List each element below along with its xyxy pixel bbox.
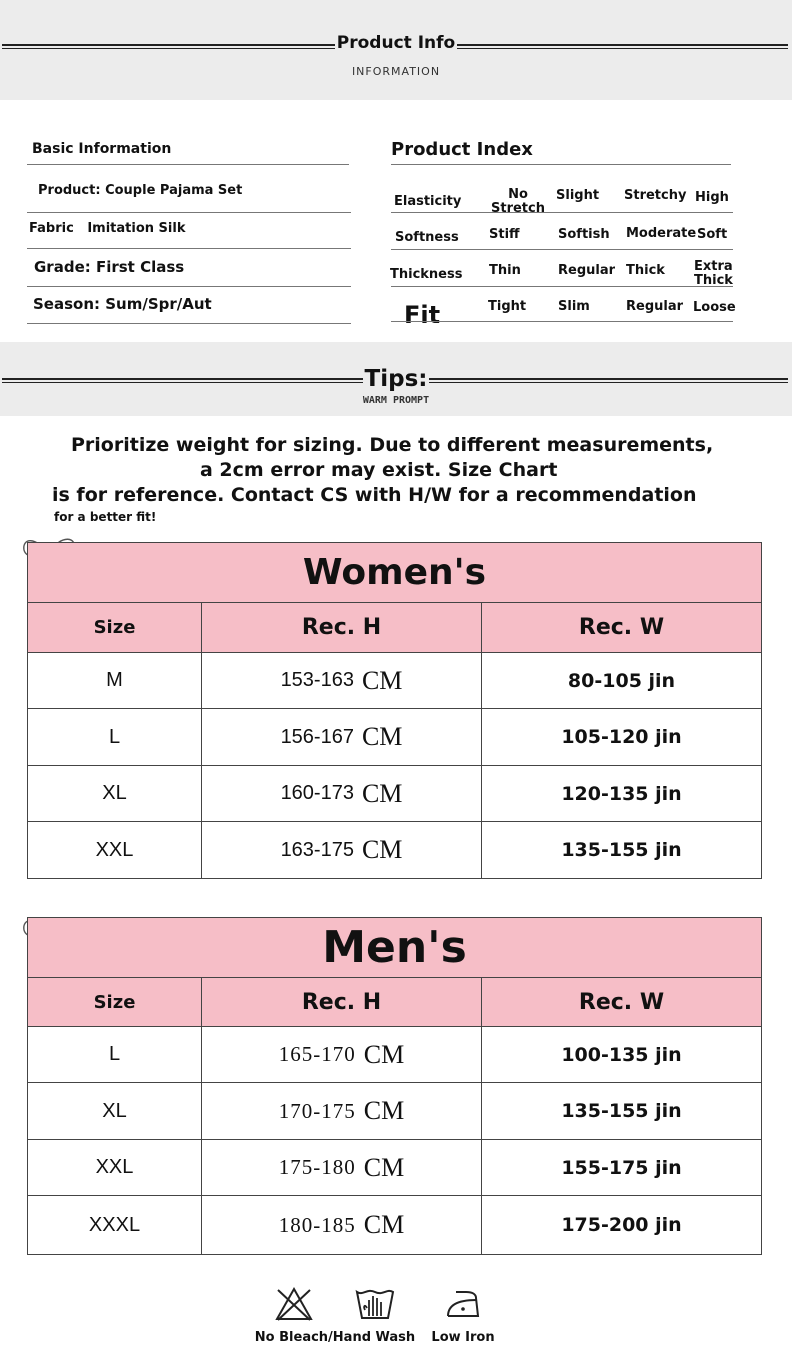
divider	[27, 248, 351, 249]
basic-info-heading: Basic Information	[32, 141, 172, 157]
divider	[391, 286, 733, 287]
height-value: 180-185	[278, 1212, 356, 1237]
divider	[27, 212, 351, 213]
height-value: 163-175	[280, 838, 354, 861]
product-index-heading: Product Index	[391, 139, 533, 160]
page-subtitle: INFORMATION	[351, 65, 441, 78]
no-bleach-icon	[274, 1286, 314, 1322]
womens-table-title: Women's	[28, 543, 761, 603]
size-cell: XL	[28, 1083, 202, 1139]
height-cell	[202, 822, 482, 878]
height-cell	[202, 1083, 482, 1139]
weight-cell: 135-155 jin	[561, 1100, 682, 1122]
height-value: 170-175	[278, 1098, 356, 1123]
divider	[27, 286, 351, 287]
height-cell	[202, 1140, 482, 1195]
table-header-row	[28, 978, 761, 1027]
tips-line-3: is for reference. Contact CS with H/W for a recommendation	[52, 484, 697, 506]
height-unit: CM	[363, 1039, 405, 1069]
divider	[27, 323, 351, 324]
size-cell: XXXL	[28, 1196, 202, 1254]
header-size: Size	[28, 978, 202, 1026]
weight-cell: 135-155 jin	[561, 839, 682, 861]
index-label-elasticity: Elasticity	[394, 194, 462, 209]
divider	[391, 321, 733, 322]
table-row	[28, 766, 761, 822]
height-value: 165-170	[278, 1042, 356, 1066]
basic-info-grade: Grade: First Class	[34, 258, 185, 276]
size-cell: M	[28, 653, 202, 708]
height-cell	[202, 653, 482, 708]
index-option: Slim	[558, 299, 590, 314]
index-option: Slight	[556, 188, 600, 203]
height-unit: CM	[363, 1096, 405, 1125]
tips-line-4: for a better fit!	[54, 510, 157, 524]
height-cell	[202, 766, 482, 821]
index-option: Stretchy	[624, 188, 687, 203]
table-row	[28, 1027, 761, 1083]
height-value: 156-167	[280, 725, 354, 748]
low-iron-icon	[444, 1288, 482, 1320]
index-option: Stiff	[489, 227, 520, 242]
divider	[391, 249, 733, 250]
table-row	[28, 1083, 761, 1140]
size-cell: XXL	[28, 1140, 202, 1195]
basic-info-fabric: Fabric Imitation Silk	[29, 221, 186, 236]
divider	[391, 164, 731, 165]
size-cell: XL	[28, 766, 202, 821]
tips-line-1: Prioritize weight for sizing. Due to different measurements,	[71, 434, 714, 456]
height-cell	[202, 709, 482, 765]
index-option: Loose	[693, 300, 736, 315]
weight-cell: 175-200 jin	[561, 1214, 682, 1236]
care-label-low-iron: Low Iron	[431, 1330, 495, 1345]
index-option: Thick	[626, 263, 665, 278]
index-label-fit: Fit	[404, 301, 441, 329]
table-row	[28, 822, 761, 878]
height-cell	[202, 1027, 482, 1082]
header-height: Rec. H	[202, 978, 482, 1026]
height-unit: CM	[363, 1210, 405, 1239]
table-row	[28, 1196, 761, 1254]
height-unit: CM	[361, 722, 403, 751]
tips-subtitle: WARM PROMPT	[362, 395, 430, 406]
header-height: Rec. H	[202, 603, 482, 652]
hand-wash-icon	[353, 1286, 397, 1322]
header-weight: Rec. W	[578, 989, 665, 1015]
index-option: Moderate	[626, 226, 697, 241]
table-row	[28, 1140, 761, 1196]
index-label-softness: Softness	[395, 230, 459, 245]
height-value: 153-163	[280, 669, 354, 691]
weight-cell: 80-105 jin	[567, 669, 676, 692]
index-option: Softish	[558, 227, 610, 242]
weight-cell: 100-135 jin	[561, 1043, 682, 1066]
size-cell: L	[28, 1027, 202, 1082]
mens-table-title: Men's	[28, 918, 761, 978]
index-option: Soft	[697, 227, 728, 242]
index-option: High	[695, 190, 729, 205]
index-option: No Stretch	[491, 187, 545, 216]
basic-info-product: Product: Couple Pajama Set	[38, 183, 243, 198]
basic-info-season: Season: Sum/Spr/Aut	[33, 295, 212, 313]
header-size: Size	[28, 603, 202, 652]
divider	[391, 212, 733, 213]
table-row	[28, 709, 761, 766]
table-header-row	[28, 603, 761, 653]
index-option: Tight	[488, 299, 527, 314]
divider	[27, 164, 349, 165]
index-label-thickness: Thickness	[390, 267, 463, 282]
tips-title: Tips:	[364, 366, 428, 392]
height-unit: CM	[361, 778, 403, 808]
care-label-no-bleach-hand-wash: No Bleach/Hand Wash	[254, 1330, 416, 1345]
height-unit: CM	[361, 665, 403, 695]
header-weight: Rec. W	[578, 615, 665, 640]
page-title: Product Info	[336, 33, 456, 53]
index-option: Thin	[489, 263, 521, 278]
height-unit: CM	[361, 835, 403, 864]
index-option: Extra Thick	[694, 259, 733, 288]
weight-cell: 155-175 jin	[561, 1156, 682, 1179]
height-value: 160-173	[280, 782, 354, 804]
height-value: 175-180	[278, 1155, 356, 1179]
index-option: Regular	[558, 263, 616, 278]
index-option: Regular	[626, 299, 684, 314]
size-cell: XXL	[28, 822, 202, 878]
height-cell	[202, 1196, 482, 1254]
womens-size-table	[27, 542, 762, 879]
size-cell: L	[28, 709, 202, 765]
mens-size-table	[27, 917, 762, 1255]
table-row	[28, 653, 761, 709]
tips-line-2: a 2cm error may exist. Size Chart	[200, 459, 558, 481]
height-unit: CM	[363, 1152, 405, 1182]
weight-cell: 105-120 jin	[561, 726, 682, 748]
weight-cell: 120-135 jin	[561, 782, 682, 805]
